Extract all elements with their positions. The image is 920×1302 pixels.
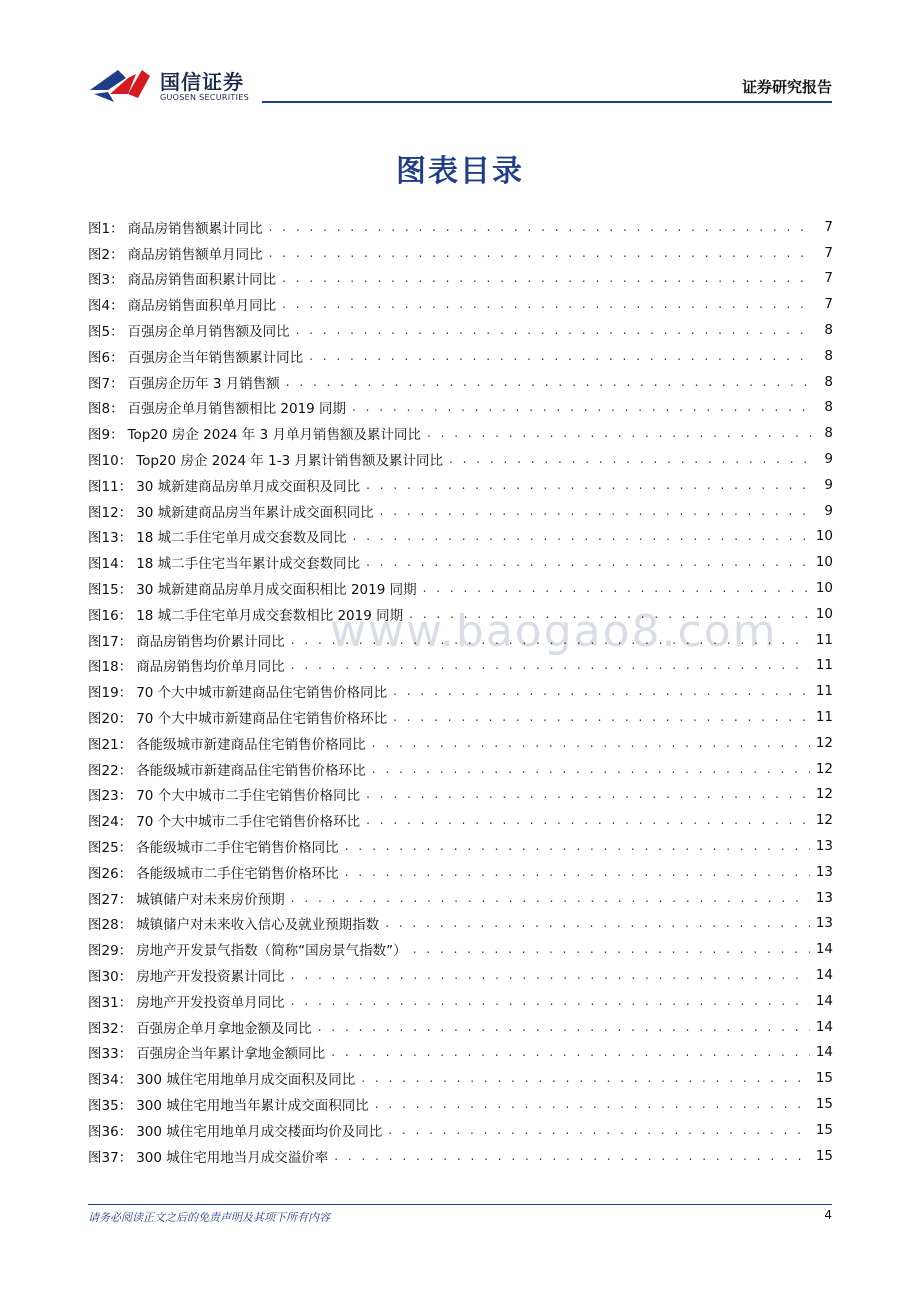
- toc-entry[interactable]: [88, 678, 833, 704]
- toc-entry-title: 百强房企当年累计拿地金额同比: [136, 1046, 326, 1063]
- toc-entry[interactable]: [88, 807, 833, 833]
- toc-leader-dots: [286, 375, 811, 389]
- toc-entry[interactable]: [88, 859, 833, 885]
- toc-entry-page: 11: [815, 683, 833, 700]
- toc-entry-title: 百强房企历年 3 月销售额: [127, 375, 280, 392]
- toc-entry-title: 百强房企当年销售额累计同比: [127, 349, 304, 366]
- toc-leader-dots: [427, 426, 811, 440]
- toc-entry-label: 图8：: [88, 401, 124, 418]
- toc-entry-title: 百强房企单月拿地金额及同比: [136, 1020, 312, 1037]
- toc-entry-page: 13: [815, 915, 833, 932]
- toc-leader-dots: [282, 271, 811, 285]
- toc-leader-dots: [291, 658, 810, 672]
- toc-leader-dots: [291, 633, 810, 647]
- company-logo: [88, 64, 258, 108]
- toc-entry[interactable]: [88, 343, 833, 369]
- toc-leader-dots: [449, 452, 811, 466]
- toc-entry-label: 图30：: [88, 969, 133, 985]
- toc-entry-label: 图36：: [88, 1123, 133, 1140]
- toc-entry-label: 图18：: [88, 659, 133, 676]
- toc-entry[interactable]: [88, 446, 833, 472]
- toc-leader-dots: [291, 891, 810, 905]
- toc-entry-label: 图34：: [88, 1072, 133, 1089]
- toc-entry-title: 商品房销售均价累计同比: [136, 633, 285, 650]
- toc-entry-label: 图15：: [88, 582, 133, 599]
- toc-entry-title: Top20 房企 2024 年 3 月单月销售额及累计同比: [127, 427, 421, 444]
- toc-entry-page: 10: [815, 605, 833, 622]
- toc-leader-dots: [393, 684, 810, 698]
- toc-entry-page: 13: [815, 889, 833, 906]
- toc-leader-dots: [372, 736, 810, 750]
- toc-leader-dots: [393, 710, 810, 724]
- toc-leader-dots: [345, 839, 810, 853]
- toc-leader-dots: [345, 865, 810, 879]
- toc-entry-page: 8: [824, 322, 833, 339]
- toc-entry[interactable]: [88, 988, 833, 1014]
- toc-entry-title: 商品房销售额单月同比: [127, 246, 263, 263]
- toc-entry-page: 10: [815, 580, 833, 597]
- toc-entry-title: 70 个大中城市新建商品住宅销售价格同比: [136, 685, 388, 702]
- toc-entry[interactable]: [88, 833, 833, 859]
- toc-entry-label: 图21：: [88, 736, 133, 753]
- toc-entry-label: 图13：: [88, 530, 133, 547]
- toc-entry-label: 图14：: [88, 556, 133, 573]
- toc-entry-label: 图37：: [88, 1149, 133, 1166]
- toc-leader-dots: [353, 529, 810, 543]
- toc-leader-dots: [423, 581, 810, 595]
- toc-entry-title: 商品房销售面积累计同比: [127, 272, 277, 289]
- toc-entry-page: 8: [824, 373, 833, 390]
- toc-entry-page: 10: [815, 528, 833, 545]
- toc-entry-page: 13: [815, 863, 833, 880]
- toc-entry[interactable]: [88, 498, 833, 524]
- toc-entry-title: 房地产开发景气指数（简称“国房景气指数”）: [136, 943, 407, 960]
- toc-entry[interactable]: [88, 240, 833, 266]
- toc-entry-page: 9: [824, 476, 833, 493]
- toc-entry-title: 300 城住宅用地单月成交楼面均价及同比: [136, 1123, 383, 1140]
- toc-entry-page: 9: [824, 451, 833, 468]
- toc-entry-label: 图29：: [88, 943, 133, 960]
- toc-entry-title: 房地产开发投资累计同比: [136, 969, 285, 985]
- toc-entry[interactable]: [88, 962, 833, 988]
- toc-entry-title: 300 城住宅用地当年累计成交面积同比: [136, 1097, 369, 1114]
- toc-entry-title: 300 城住宅用地当月成交溢价率: [136, 1149, 329, 1166]
- toc-entry-label: 图31：: [88, 994, 133, 1011]
- toc-entry-label: 图27：: [88, 891, 133, 908]
- page-header: [0, 0, 920, 110]
- toc-entry[interactable]: [88, 1014, 833, 1040]
- toc-entry-page: 11: [815, 657, 833, 674]
- toc-entry-title: 70 个大中城市二手住宅销售价格环比: [136, 814, 361, 831]
- toc-entry-page: 7: [824, 296, 833, 313]
- toc-entry-label: 图1：: [88, 220, 124, 237]
- toc-entry-title: 城镇储户对未来收入信心及就业预期指数: [136, 917, 380, 934]
- toc-entry[interactable]: [88, 266, 833, 292]
- toc-entry-page: 9: [824, 502, 833, 519]
- toc-entry[interactable]: [88, 472, 833, 498]
- toc-leader-dots: [366, 555, 810, 569]
- page-title: 图表目录: [396, 154, 524, 189]
- toc-entry[interactable]: [88, 911, 833, 937]
- toc-entry-page: 12: [815, 786, 833, 803]
- toc-entry-title: 百强房企单月销售额相比 2019 同期: [127, 401, 347, 418]
- toc-entry-label: 图20：: [88, 711, 133, 728]
- toc-leader-dots: [352, 400, 811, 414]
- toc-entry-label: 图35：: [88, 1097, 133, 1114]
- table-of-figures: [88, 214, 833, 1168]
- toc-entry[interactable]: [88, 1091, 833, 1117]
- toc-entry-label: 图25：: [88, 840, 133, 857]
- toc-entry-title: 各能级城市新建商品住宅销售价格环比: [136, 762, 366, 779]
- toc-entry[interactable]: [88, 1117, 833, 1143]
- toc-entry[interactable]: [88, 575, 833, 601]
- toc-leader-dots: [291, 968, 810, 982]
- toc-entry-page: 7: [824, 270, 833, 287]
- toc-leader-dots: [361, 1071, 810, 1085]
- toc-entry-label: 图11：: [88, 478, 133, 495]
- toc-leader-dots: [269, 220, 811, 234]
- toc-entry-label: 图2：: [88, 246, 124, 263]
- toc-leader-dots: [334, 1149, 810, 1163]
- toc-entry[interactable]: [88, 317, 833, 343]
- toc-entry-title: 70 个大中城市二手住宅销售价格同比: [136, 788, 361, 805]
- footer-divider: [88, 1204, 832, 1205]
- toc-entry-title: 各能级城市二手住宅销售价格同比: [136, 840, 339, 857]
- toc-entry-title: 30 城新建商品房单月成交面积相比 2019 同期: [136, 582, 417, 599]
- toc-entry-title: 各能级城市二手住宅销售价格环比: [136, 865, 339, 882]
- toc-leader-dots: [318, 1020, 810, 1034]
- toc-entry[interactable]: [88, 1040, 833, 1066]
- toc-leader-dots: [388, 1123, 810, 1137]
- toc-entry-page: 8: [824, 347, 833, 364]
- toc-entry-label: 图16：: [88, 607, 133, 624]
- toc-entry-label: 图17：: [88, 633, 133, 650]
- toc-entry-label: 图9：: [88, 427, 124, 444]
- toc-entry-label: 图19：: [88, 685, 133, 702]
- toc-entry-title: Top20 房企 2024 年 1-3 月累计销售额及累计同比: [136, 453, 444, 470]
- toc-entry-label: 图4：: [88, 298, 124, 315]
- toc-entry-label: 图26：: [88, 865, 133, 882]
- toc-entry[interactable]: [88, 756, 833, 782]
- toc-entry[interactable]: [88, 782, 833, 808]
- toc-entry-label: 图33：: [88, 1046, 133, 1063]
- toc-leader-dots: [269, 246, 811, 260]
- toc-entry-title: 各能级城市新建商品住宅销售价格同比: [136, 736, 366, 753]
- toc-entry-label: 图24：: [88, 814, 133, 831]
- toc-leader-dots: [366, 787, 810, 801]
- toc-entry-page: 14: [815, 967, 833, 983]
- toc-entry-label: 图3：: [88, 272, 124, 289]
- toc-entry-page: 15: [815, 1095, 833, 1112]
- toc-entry-title: 70 个大中城市新建商品住宅销售价格环比: [136, 711, 388, 728]
- toc-entry[interactable]: [88, 885, 833, 911]
- toc-entry-page: 11: [815, 631, 833, 648]
- toc-entry[interactable]: [88, 653, 833, 679]
- toc-entry-page: 13: [815, 838, 833, 855]
- toc-leader-dots: [380, 504, 811, 518]
- toc-entry-title: 18 城二手住宅当年累计成交套数同比: [136, 556, 361, 573]
- toc-leader-dots: [375, 1097, 810, 1111]
- toc-entry[interactable]: [88, 395, 833, 421]
- toc-entry-page: 15: [815, 1121, 833, 1138]
- toc-entry-title: 18 城二手住宅单月成交套数相比 2019 同期: [136, 607, 404, 624]
- toc-entry-page: 8: [824, 425, 833, 442]
- toc-entry[interactable]: [88, 730, 833, 756]
- toc-entry-title: 商品房销售面积单月同比: [127, 298, 277, 315]
- toc-entry[interactable]: [88, 1143, 833, 1169]
- toc-entry-page: 7: [824, 244, 833, 261]
- toc-entry-title: 城镇储户对未来房价预期: [136, 891, 285, 908]
- logo-chinese-name: 国信证券: [160, 70, 244, 94]
- toc-entry-label: 图22：: [88, 762, 133, 779]
- toc-entry-page: 15: [815, 1147, 833, 1164]
- toc-entry-page: 15: [815, 1070, 833, 1087]
- toc-entry-page: 14: [815, 941, 833, 958]
- toc-entry-label: 图5：: [88, 324, 124, 341]
- toc-entry-title: 30 城新建商品房单月成交面积及同比: [136, 478, 361, 495]
- toc-entry-label: 图23：: [88, 788, 133, 805]
- toc-entry-page: 11: [815, 709, 833, 726]
- toc-entry[interactable]: [88, 291, 833, 317]
- toc-entry[interactable]: [88, 420, 833, 446]
- watermark: www.baogao8.com: [330, 606, 778, 657]
- toc-entry-title: 300 城住宅用地单月成交面积及同比: [136, 1072, 356, 1089]
- toc-entry[interactable]: [88, 936, 833, 962]
- toc-entry[interactable]: [88, 369, 833, 395]
- toc-entry-title: 房地产开发投资单月同比: [136, 994, 285, 1011]
- toc-entry-page: 14: [815, 992, 833, 1009]
- toc-entry[interactable]: [88, 214, 833, 240]
- toc-leader-dots: [366, 478, 811, 492]
- toc-leader-dots: [296, 323, 811, 337]
- toc-entry-title: 百强房企单月销售额及同比: [127, 324, 290, 341]
- toc-entry-title: 商品房销售额累计同比: [127, 220, 263, 237]
- page-number: 4: [824, 1208, 832, 1222]
- toc-entry-label: 图10：: [88, 453, 133, 470]
- toc-entry[interactable]: [88, 704, 833, 730]
- toc-entry-title: 商品房销售均价单月同比: [136, 659, 285, 676]
- toc-entry-page: 8: [824, 399, 833, 416]
- toc-leader-dots: [331, 1045, 810, 1059]
- header-divider: [262, 101, 832, 103]
- toc-leader-dots: [413, 942, 810, 956]
- toc-leader-dots: [291, 994, 810, 1008]
- toc-entry[interactable]: [88, 601, 833, 627]
- toc-entry[interactable]: [88, 549, 833, 575]
- toc-entry[interactable]: [88, 627, 833, 653]
- toc-entry-label: 图12：: [88, 504, 133, 521]
- toc-entry-label: 图28：: [88, 917, 133, 934]
- toc-entry-page: 10: [815, 554, 833, 571]
- toc-leader-dots: [282, 297, 811, 311]
- toc-leader-dots: [366, 813, 810, 827]
- toc-entry-page: 7: [824, 218, 833, 235]
- toc-entry[interactable]: [88, 1065, 833, 1091]
- toc-entry-page: 14: [815, 1018, 833, 1035]
- toc-entry-title: 30 城新建商品房当年累计成交面积同比: [136, 504, 374, 521]
- toc-leader-dots: [385, 916, 810, 930]
- toc-leader-dots: [309, 349, 811, 363]
- toc-entry-page: 12: [815, 734, 833, 751]
- report-type-label: 证券研究报告: [741, 78, 832, 96]
- toc-entry-label: 图7：: [88, 375, 124, 392]
- footer-disclaimer: 请务必阅读正文之后的免责声明及其项下所有内容: [88, 1211, 330, 1224]
- toc-entry-page: 12: [815, 812, 833, 829]
- logo-english-name: GUOSEN SECURITIES: [160, 93, 249, 102]
- toc-entry-page: 12: [815, 760, 833, 777]
- toc-leader-dots: [372, 762, 810, 776]
- toc-entry-title: 18 城二手住宅单月成交套数及同比: [136, 530, 347, 547]
- toc-entry[interactable]: [88, 524, 833, 550]
- toc-entry-label: 图6：: [88, 349, 124, 366]
- toc-entry-label: 图32：: [88, 1020, 133, 1037]
- toc-leader-dots: [409, 607, 810, 621]
- toc-entry-page: 14: [815, 1044, 833, 1061]
- logo-mark-icon: [88, 64, 154, 106]
